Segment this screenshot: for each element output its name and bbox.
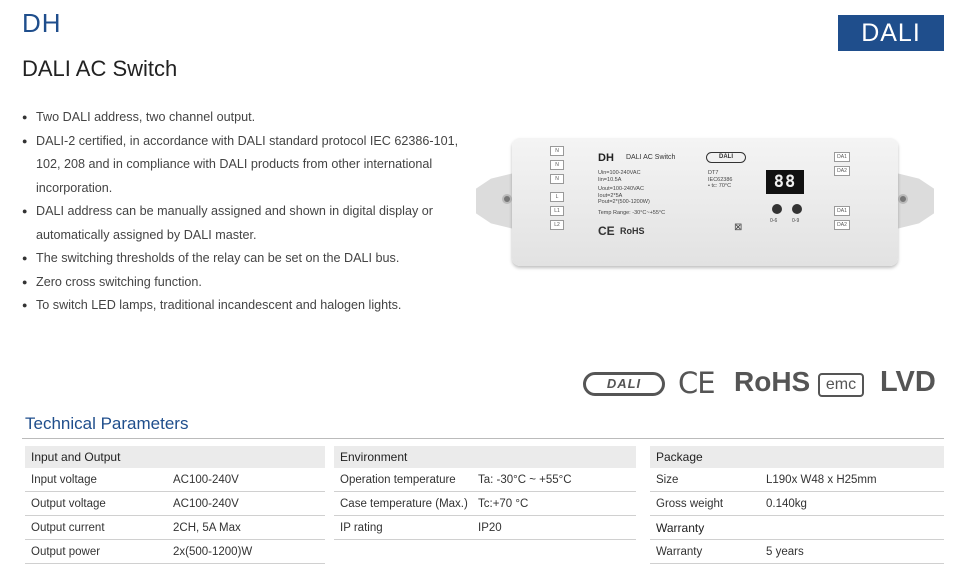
- spec-line: Uin=100-240VAC: [598, 170, 641, 176]
- table-row: [25, 492, 325, 516]
- table-row: [25, 468, 325, 492]
- environment-table: [334, 446, 636, 540]
- package-warranty-table: [650, 446, 944, 564]
- terminal: L2: [550, 220, 564, 230]
- device-name-label: DALI AC Switch: [626, 154, 676, 161]
- feature-item: ● Two DALI address, two channel output.: [22, 106, 462, 130]
- feature-item: ● To switch LED lamps, traditional incandescent and halogen lights.: [22, 294, 462, 318]
- table-row: [650, 540, 944, 564]
- knob-label: 0-9: [792, 218, 800, 224]
- table-header: Package: [650, 446, 944, 468]
- table-row: [334, 492, 636, 516]
- param-value: 2CH, 5A Max: [173, 522, 241, 534]
- terminal: DA2: [834, 166, 850, 176]
- terminal: DA2: [834, 220, 850, 230]
- spec-line: • tc: 70°C: [708, 183, 732, 189]
- table-subheader: Warranty: [650, 516, 944, 540]
- feature-item: ● Zero cross switching function.: [22, 271, 462, 295]
- emc-cert-logo-icon: emc: [818, 373, 864, 397]
- rohs-mark-icon: RoHS: [620, 226, 645, 236]
- model-code: DH: [22, 8, 62, 38]
- ce-cert-logo-icon: CE: [678, 366, 715, 400]
- spec-line: Iout=2*5A: [598, 192, 623, 199]
- device-dt-spec: [708, 170, 732, 190]
- digital-display: 88: [766, 170, 804, 194]
- device-model-label: DH: [598, 152, 614, 164]
- terminal: N: [550, 160, 564, 170]
- lvd-cert-logo-icon: LVD: [880, 366, 936, 398]
- table-row: [25, 540, 325, 564]
- screw-hole-icon: [898, 194, 908, 204]
- weee-bin-icon: ⊠: [734, 222, 743, 233]
- technical-parameters-title: Technical Parameters: [25, 414, 189, 433]
- feature-item: ● DALI address can be manually assigned and shown in digital display or automatically assigned by DALI master.: [22, 200, 462, 247]
- table-header: Input and Output: [25, 446, 325, 468]
- table-row: [334, 516, 636, 540]
- param-value: Tc:+70 °C: [478, 498, 529, 510]
- param-value: AC100-240V: [173, 474, 239, 486]
- knob-label: 0-6: [770, 218, 778, 224]
- dali-cert-logo-icon: DALI: [583, 372, 665, 396]
- param-value: IP20: [478, 522, 502, 534]
- input-output-table: [25, 446, 325, 564]
- param-name: Case temperature (Max.): [340, 498, 468, 510]
- dali-logo-icon: DALI: [706, 152, 746, 163]
- spec-line: DT7: [708, 170, 719, 176]
- param-value: L190x W48 x H25mm: [766, 474, 877, 486]
- product-illustration: [476, 138, 934, 266]
- spec-line: Uout=100-240VAC: [598, 186, 644, 192]
- rotary-knob-icon: [772, 204, 782, 214]
- param-name: Output power: [31, 546, 101, 558]
- table-row: [334, 468, 636, 492]
- right-terminals: [834, 152, 850, 234]
- terminal: N: [550, 174, 564, 184]
- table-row: [650, 468, 944, 492]
- rotary-knob-icon: [792, 204, 802, 214]
- param-name: IP rating: [340, 522, 383, 534]
- spec-line: Iin=10.5A: [598, 176, 622, 183]
- ce-mark-icon: CE: [598, 224, 615, 238]
- param-value: AC100-240V: [173, 498, 239, 510]
- device-temp-range: Temp Range: -30°C~+55°C: [598, 210, 666, 216]
- left-terminals: [550, 146, 564, 234]
- spec-line: IEC62386: [708, 176, 733, 183]
- device-input-spec: [598, 170, 641, 183]
- terminal: DA1: [834, 152, 850, 162]
- table-row: [650, 492, 944, 516]
- terminal: N: [550, 146, 564, 156]
- dali-badge: DALI: [838, 15, 944, 51]
- param-name: Warranty: [656, 546, 703, 558]
- feature-item: ● DALI-2 certified, in accordance with DALI standard protocol IEC 62386-101, 102, 208 and in compliance with DALI products from other international incorporation.: [22, 130, 462, 201]
- terminal: L1: [550, 206, 564, 216]
- param-name: Operation temperature: [340, 474, 456, 486]
- feature-item: ● The switching thresholds of the relay can be set on the DALI bus.: [22, 247, 462, 271]
- divider: [22, 438, 944, 439]
- param-value: Ta: -30°C ~ +55°C: [478, 474, 572, 486]
- param-name: Output voltage: [31, 498, 106, 510]
- param-name: Gross weight: [656, 498, 724, 510]
- rohs-cert-logo-icon: RoHS: [734, 366, 811, 397]
- device-output-spec: [598, 186, 650, 206]
- table-header: Environment: [334, 446, 636, 468]
- param-name: Input voltage: [31, 474, 97, 486]
- screw-hole-icon: [502, 194, 512, 204]
- feature-list: [22, 106, 462, 318]
- terminal: DA1: [834, 206, 850, 216]
- param-name: Size: [656, 474, 679, 486]
- product-title: DALI AC Switch: [22, 56, 178, 81]
- param-name: Output current: [31, 522, 105, 534]
- table-row: [25, 516, 325, 540]
- spec-line: Pout=2*(500-1200W): [598, 199, 650, 205]
- terminal: L: [550, 192, 564, 202]
- param-value: 0.140kg: [766, 498, 807, 510]
- param-value: 5 years: [766, 546, 804, 558]
- param-value: 2x(500-1200)W: [173, 546, 253, 558]
